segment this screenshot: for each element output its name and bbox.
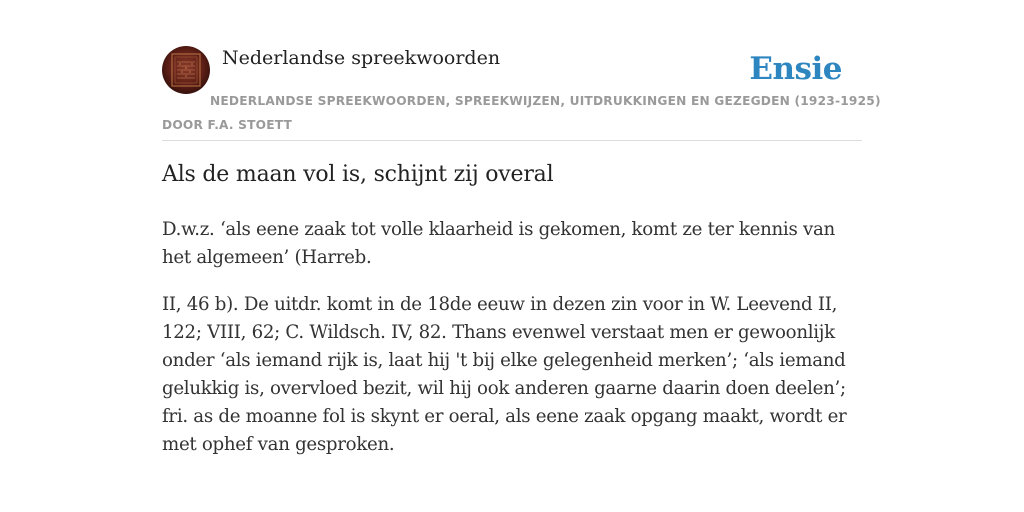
entry-title: Als de maan vol is, schijnt zij overal [162, 162, 554, 187]
brand-logo[interactable]: Ensie [749, 51, 842, 87]
entry-paragraph: D.w.z. ‘als eene zaak tot volle klaarheid is gekomen, komt ze ter kennis van het algemeen’ (Harreb. [162, 219, 835, 268]
book-title[interactable]: Nederlandse spreekwoorden [222, 47, 501, 69]
book-cover-avatar[interactable] [162, 46, 210, 94]
entry-paragraph: II, 46 b). De uitdr. komt in de 18de eeuw in dezen zin voor in W. Leevend II, 122; VIII, 62; C. Wildsch. IV, 82. Thans evenwel verstaat men er gewoonlijk onder ‘als iemand rijk is, laat hij 't bij elke gelegenheid merken’; ‘als iemand gelukkig is, overvloed bezit, wil hij ook anderen gaarne daarin doen deelen’; fri. as de moanne fol is skynt er oeral, als eene zaak opgang maakt, wordt er met ophef van gesproken. [162, 294, 847, 455]
author-line: DOOR F.A. STOETT [162, 118, 293, 132]
header [162, 46, 881, 141]
book-subtitle: NEDERLANDSE SPREEKWOORDEN, SPREEKWIJZEN, UITDRUKKINGEN EN GEZEGDEN (1923-1925) [210, 94, 881, 108]
book-cover-image [162, 46, 210, 94]
